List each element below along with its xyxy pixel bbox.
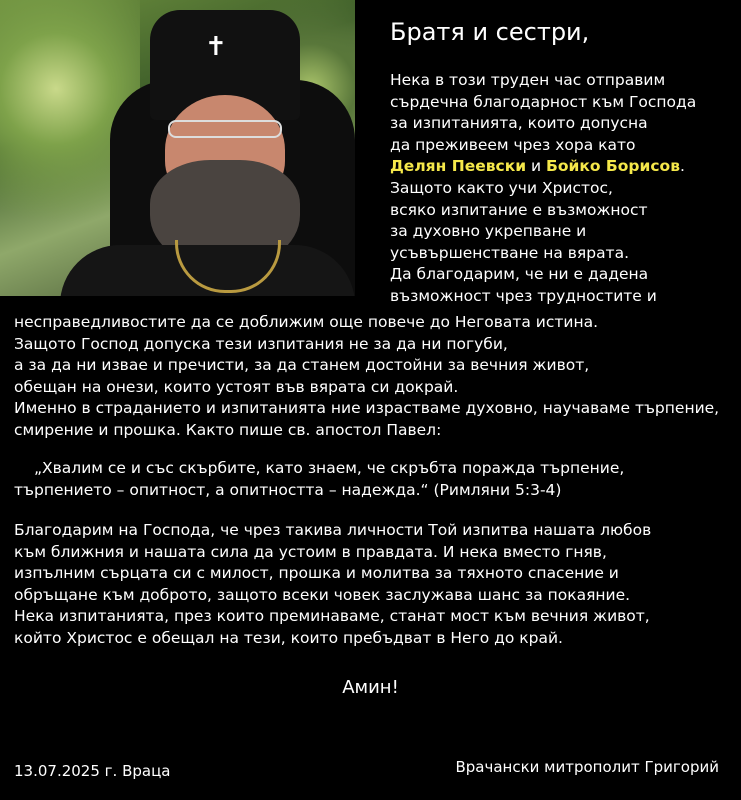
cross-icon: ✝ [205, 32, 227, 62]
amen-text: Амин! [342, 677, 399, 698]
glasses [168, 120, 282, 138]
greeting-heading: Братя и сестри, [390, 18, 590, 46]
metropolitan-photo [0, 0, 355, 296]
bible-quote: „Хвалим се и със скърбите, като знаем, че скръбта поражда търпение, търпението – опитност, а опитността – надежда.“ (Римляни 5:3-4) [14, 459, 625, 499]
paragraph-intro: Нека в този труден час отправим сърдечна благодарност към Господа за изпитанията, които допусна да преживеем чрез хора като Делян Пеевски и Бойко Борисов. Защото както учи Христос, всяко изпитание е възможност за духовно укрепване и усъвършенстване на вярата. Да благодарим, че ни е дадена възможност чрез трудностите и [390, 71, 697, 305]
name-highlight-2: Бойко Борисов [546, 157, 680, 176]
signature: Врачански митрополит Григорий [455, 758, 719, 776]
paragraph-closing: Благодарим на Господа, че чрез такива личности Той изпитва нашата любов към ближния и нашата сила да устоим в правдата. И нека вместо гняв, изпълним сърцата си с милост, прошка и молитва за тяхното спасение и обръщане към доброто, защото всеки човек заслужава шанс за покаяние. Нека изпитанията, през които преминаваме, станат мост към вечния живот, който Христос е обещал на тези, които пребъдват в Него до край. [14, 521, 652, 647]
paragraph-body: несправедливостите да се доближим още повече до Неговата истина. Защото Господ допуска тези изпитания не за да ни погуби, а за да ни извае и пречисти, за да станем достойни за вечния живот, обещан на онези, които устоят във вярата си докрай. Именно в страданието и изпитанията ние израстваме духовно, научаваме търпение, смирение и прошка. Както пише св. апостол Павел: [14, 313, 720, 439]
date-place: 13.07.2025 г. Враца [14, 762, 171, 780]
name-highlight-1: Делян Пеевски [390, 157, 527, 176]
